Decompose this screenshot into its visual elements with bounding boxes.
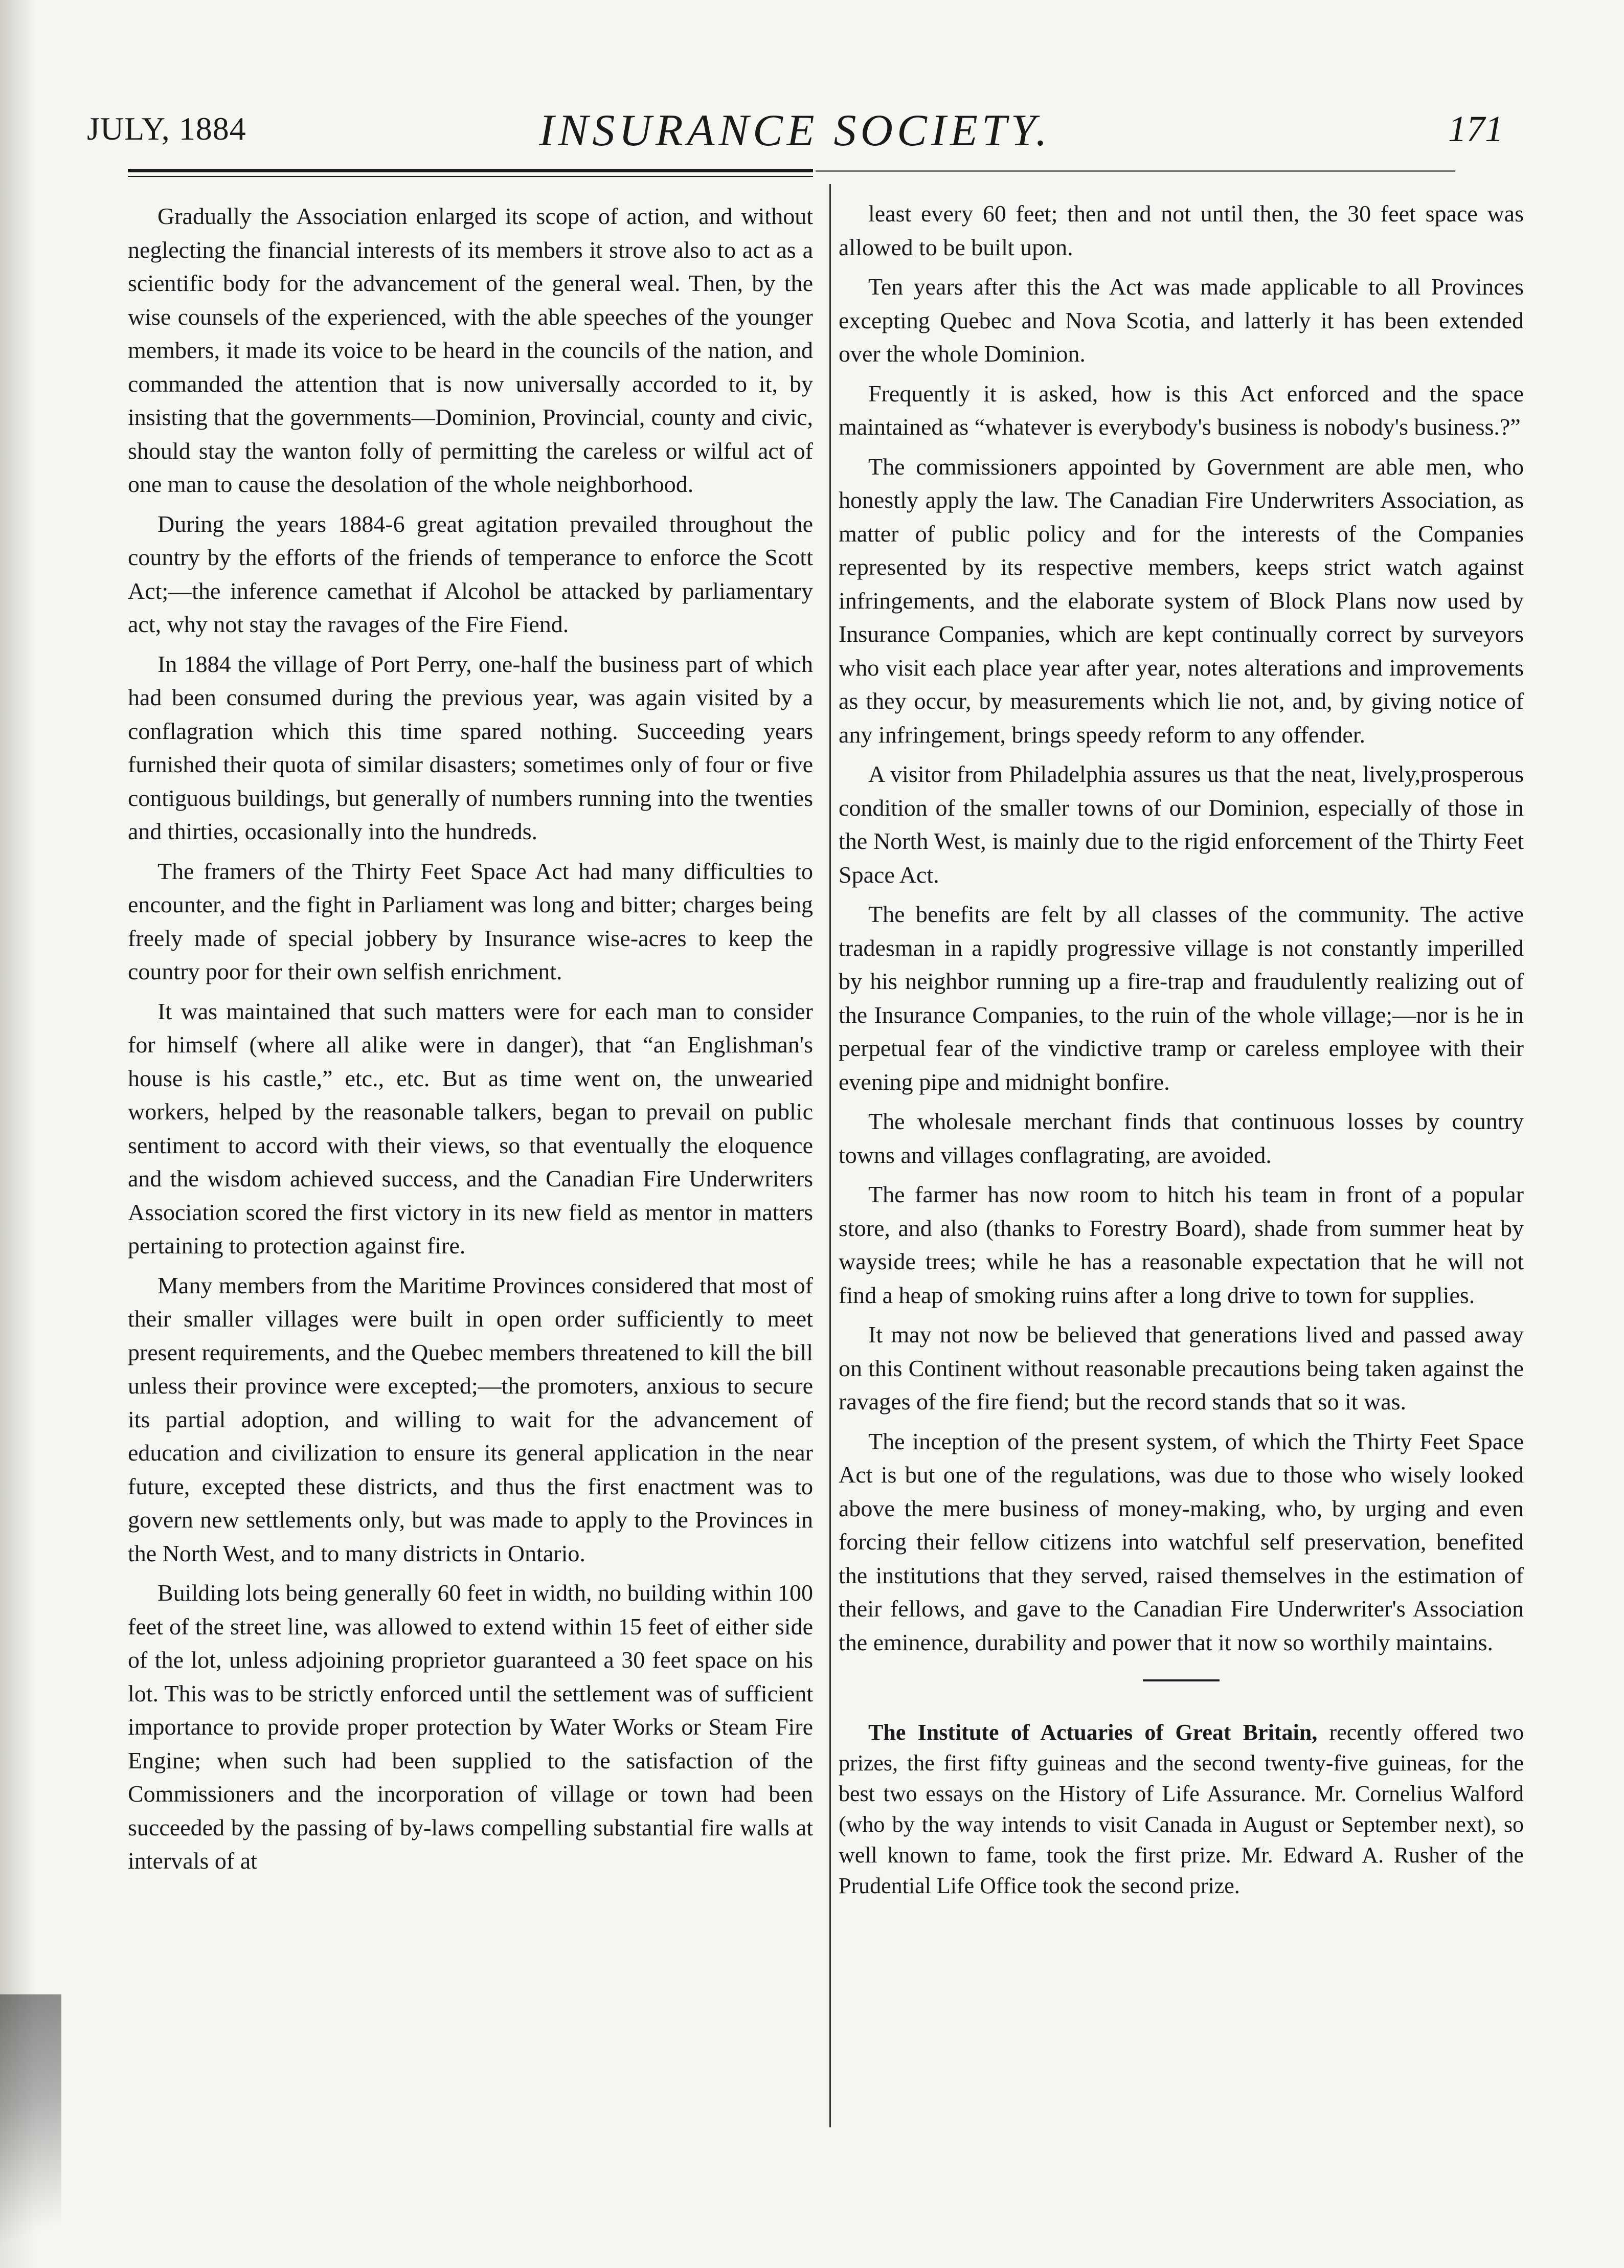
paragraph: It was maintained that such matters were for each man to consider for himself (where all alike were in danger), that “an Englishman's house is his castle,” etc., etc. But as time went on, the unwearied workers, helped by the reasonable talkers, began to prevail on public sentiment to accord with their views, so that eventually the eloquence and the wisdom achieved success, and the Canadian Fire Underwriters Association scored the first victory in its new field as mentor in matters pertaining to protection against fire. [128,998,813,1259]
paragraph: The farmer has now room to hitch his team in front of a popular store, and also (thanks to Forestry Board), shade from summer heat by wayside trees; while he has a reasonable expectation that he will not find a heap of smoking ruins after a long drive to town for supplies. [839,1181,1524,1308]
paragraph: The wholesale merchant finds that continuous losses by country towns and villages conflagrating, are avoided. [839,1108,1524,1168]
header-rule-right [816,170,1455,172]
paragraph: Gradually the Association enlarged its scope of action, and without neglecting the financial interests of its members it strove also to act as a scientific body for the advancement of the general weal. Then, by the wise counsels of the experienced, with the able speeches of the younger members, it made its voice to be heard in the councils of the nation, and commanded the attention that is now universally accorded to it, by insisting that the governments—Dominion, Provincial, county and civic, should stay the wanton folly of permitting the careless or wilful act of one man to cause the desolation of the whole neighborhood. [128,203,813,497]
page-binding-shadow [0,1994,61,2268]
paragraph: A visitor from Philadelphia assures us that the neat, lively,prosperous condition of the smaller towns of our Dominion, especially of those in the North West, is mainly due to the rigid enforcement of the Thirty Feet Space Act. [839,761,1524,888]
paragraph: The inception of the present system, of which the Thirty Feet Space Act is but one of the regulations, was due to those who wisely looked above the mere business of money-making, who, by urging and even forcing their fellow citizens into watchful self preservation, benefited the institutions that they served, raised themselves in the estimation of their fellows, and gave to the Canadian Fire Underwriter's Association the eminence, durability and power that it now so worthily maintains. [839,1428,1524,1655]
paragraph: Many members from the Maritime Provinces considered that most of their smaller villages were built in open order sufficiently to meet present requirements, and the Quebec members threatened to kill the bill unless their province were excepted;—the promoters, anxious to secure its partial adoption, and willing to wait for the advancement of education and civilization to ensure its general application in the near future, excepted these districts, and thus the first enactment was to govern new settlements only, but was made to apply to the Provinces in the North West, and to many districts in Ontario. [128,1272,813,1566]
paragraph: During the years 1884-6 great agitation prevailed throughout the country by the efforts of the friends of temperance to enforce the Scott Act;—the inference camethat if Alcohol be attacked by parliamentary act, why not stay the ravages of the Fire Fiend. [128,510,813,637]
left-column [128,199,813,1884]
paragraph: It may not now be believed that generations lived and passed away on this Continent without reasonable precautions being taken against the ravages of the fire fiend; but the record stands that so it was. [839,1321,1524,1414]
section-separator [1143,1679,1220,1681]
paragraph: In 1884 the village of Port Perry, one-half the business part of which had been consumed during the previous year, was again visited by a conflagration which this time spared nothing. Succeeding years furnished their quota of similar disasters; sometimes only of four or five contiguous buildings, but generally of numbers running into the twenties and thirties, occasionally into the hundreds. [128,650,813,844]
paragraph: Building lots being generally 60 feet in width, no building within 100 feet of the street line, was allowed to extend within 15 feet of either side of the lot, unless adjoining proprietor guaranteed a 30 feet space on his lot. This was to be strictly enforced until the settlement was of sufficient importance to provide proper protection by Water Works or Steam Fire Engine; when such had been supplied to the satisfaction of the Commissioners and the incorporation of village or town had been succeeded by the passing of by-laws compelling substantial fire walls at intervals of at [128,1580,813,1874]
paragraph: least every 60 feet; then and not until then, the 30 feet space was allowed to be built upon. [839,200,1524,260]
actuaries-notice [839,1717,1524,1901]
paragraph: Ten years after this the Act was made applicable to all Provinces excepting Quebec and Nova Scotia, and latterly it has been extended over the whole Dominion. [839,274,1524,367]
page-header [87,105,1503,161]
page-number: 171 [1448,108,1503,149]
paragraph: Frequently it is asked, how is this Act enforced and the space maintained as “whatever is everybody's business is nobody's business.?” [839,380,1524,440]
journal-title: INSURANCE SOCIETY. [539,106,1051,155]
paragraph: The commissioners appointed by Government are able men, who honestly apply the law. The Canadian Fire Underwriters Association, as matter of public policy and for the interests of the Companies represented by its respective members, keeps strict watch against infringements, and the elaborate system of Block Plans now used by Insurance Companies, which are kept continually correct by surveyors who visit each place year after year, notes alterations and improvements as they occur, by measurements which lie not, and, by giving notice of any infringement, brings speedy reform to any offender. [839,453,1524,748]
page-edge-shadow [0,0,36,2268]
header-rule-thin [128,176,813,177]
notice-body: recently offered two prizes, the first fifty guineas and the second twenty-five guineas, for the best two essays on the History of Life Assurance. Mr. Cornelius Walford (who by the way intends to visit Canada in August or September next), so well known to fame, took the first prize. Mr. Edward A. Rusher of the Prudential Life Office took the second prize. [839,1720,1524,1898]
header-rule-thick [128,169,813,172]
notice-title: The Institute of Actuaries of Great Britain, [868,1720,1318,1745]
paragraph: The framers of the Thirty Feet Space Act had many difficulties to encounter, and the fight in Parliament was long and bitter; charges being freely made of special jobbery by Insurance wise-acres to keep the country poor for their own selfish enrichment. [128,858,813,984]
column-divider [829,184,831,2127]
header-date: JULY, 1884 [87,110,246,147]
right-column [839,197,1524,1907]
paragraph: The benefits are felt by all classes of the community. The active tradesman in a rapidly progressive village is not constantly imperilled by his neighbor running up a fire-trap and fraudulently realizing out of the Insurance Companies, to the ruin of the whole village;—nor is he in perpetual fear of the vindictive tramp or careless employee with their evening pipe and midnight bonfire. [839,901,1524,1095]
